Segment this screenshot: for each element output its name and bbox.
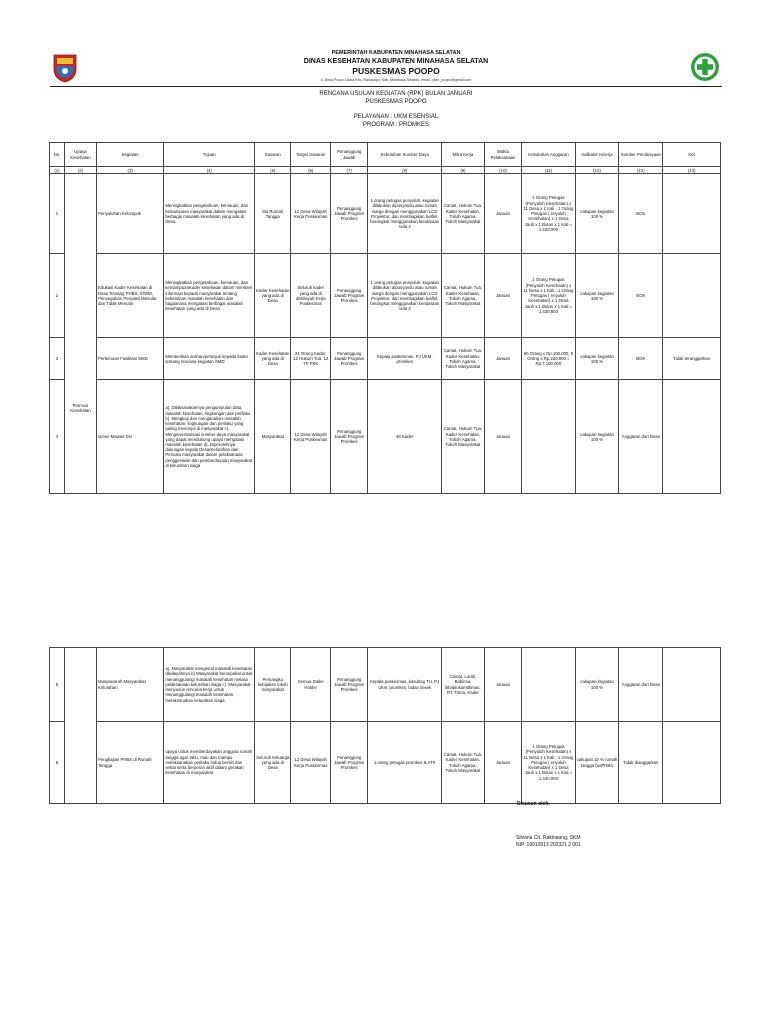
- table-header-row: [50, 143, 721, 167]
- pembiayaan: BOK: [619, 254, 663, 338]
- sasaran: Ibu Rumah Tangga: [255, 174, 291, 254]
- column-number: (8): [368, 167, 442, 174]
- pembiayaan: Anggaran dari Desa: [619, 648, 663, 722]
- table-row: [50, 338, 721, 380]
- tujuan: Meningkatkan pengetahuan, kemauan, dan kemampuan masyarakat dalam mengatasi berbagai masalah kesehatan yang ada di Desa: [164, 174, 255, 254]
- target-sasaran: 12 Desa Wilayah Kerja Puskesmas: [291, 380, 331, 494]
- anggaran: 1 Orang Petugas (Penyuluh Kesehatan) x 11 Desa x 1 Kali , 1 Orang Petugas ( enyuluh Kesehatan) x 1 Desa Jauh x 1 Bulan x 1 Kali = 1.420.000: [522, 254, 575, 338]
- tujuan: Memberikan arahan/petunjuk kepada kader tentang rencana kegiatan SMD: [164, 338, 255, 380]
- indikator: cakupan 10 % rumah tangga berPHBS: [575, 722, 619, 804]
- waktu: Januari: [484, 380, 521, 494]
- column-number: (6): [291, 167, 331, 174]
- upaya-kesehatan-empty: [64, 648, 96, 804]
- sumber-daya: Kepala puskesmas, PJ UKM, promkes: [368, 338, 442, 380]
- rpk-table-page1: [49, 142, 721, 494]
- header-cell: Sasaran: [255, 143, 291, 167]
- waktu: Januari: [484, 254, 521, 338]
- header-cell: Tujuan: [164, 143, 255, 167]
- waktu: Januari: [484, 648, 521, 722]
- row-no: 1: [50, 174, 65, 254]
- penanggung-jawab: Penanggung Jawab Program Promkes: [330, 722, 367, 804]
- letterhead-government: PEMERINTAH KABUPATEN MINAHASA SELATAN: [331, 50, 461, 56]
- mitra-kerja: Camat, Hukum Tua, Kader Kesehatan, Tokoh Agama, Tokoh Masyarakat: [442, 380, 485, 494]
- sasaran: Kader Kesehatan yang ada di Desa: [255, 254, 291, 338]
- table-row: [50, 648, 721, 722]
- penanggung-jawab: Penanggung Jawab Program Promkes: [330, 380, 367, 494]
- column-number: (9): [442, 167, 485, 174]
- anggaran: 60 Orang x Rp.100.000, 5 Orang x Rp.220.000 = Rp.7.100.000: [522, 338, 575, 380]
- signature-nip: NIP. 19910913 202321 2 001: [516, 842, 581, 848]
- ket: Tidak teranggarkan: [663, 338, 721, 380]
- penanggung-jawab: Penanggung Jawab Program Promkes: [330, 338, 367, 380]
- header-cell: Penanggung Jawab: [330, 143, 367, 167]
- sasaran: Kader Kesehatan yang ada di Desa: [255, 338, 291, 380]
- column-number: (11): [522, 167, 575, 174]
- table-row: [50, 174, 721, 254]
- title-puskesmas: PUSKESMAS POOPO: [365, 98, 427, 105]
- puskesmas-logo-icon: [690, 52, 720, 82]
- ket: [663, 174, 721, 254]
- sumber-daya: 1 orang petugas penyuluh, kegiatan dilakukan dipusyandu atau rumah warga dengan menggunakan LCD Proyektor, dan membagikan leaflet, berangkat menggunakan kendaraan roda 2: [368, 174, 442, 254]
- indikator: cakupan kegiatan 100 %: [575, 254, 619, 338]
- ket: [663, 648, 721, 722]
- mitra-kerja: Camat, Hukum Tua, Kader Kesehatan, Tokoh Agama, Tokoh Masyarakat: [442, 174, 485, 254]
- kegiatan: Musyawarah Masyarakat Kelurahan: [97, 648, 164, 722]
- penanggung-jawab: Penanggung Jawab Program Promkes: [330, 174, 367, 254]
- mitra-kerja: Camat, Hukum Tua, Kader Kesehatan, Tokoh Agama, Tokoh Masyarakat: [442, 254, 485, 338]
- target-sasaran: 12 Desa Wilayah Kerja Puskesmas: [291, 722, 331, 804]
- column-number: (5): [255, 167, 291, 174]
- indikator: cakupan kegiatan 100 %: [575, 380, 619, 494]
- column-number: (10): [484, 167, 521, 174]
- column-number: (1): [50, 167, 65, 174]
- indikator: cakupan kegiatan 100 %: [575, 648, 619, 722]
- target-sasaran: Semua Stake Holder: [291, 648, 331, 722]
- title-program: PROGRAM : PROMKES: [362, 121, 429, 128]
- column-number: (4): [164, 167, 255, 174]
- row-no: 5: [50, 648, 65, 722]
- header-cell: Waktu Pelaksanaan: [484, 143, 521, 167]
- tujuan: a). Dilaksanakannya pengumpulan data, masalah kesehatan, lingkungan dan perilaku b). Mengkaji dan menganalisis masalah kesehatan, lingkungan dan perilaku yang paling menonjol di masyarakat c). Menginventarisasi sumber daya masyarakat yang dapat mendukung upaya mengatasi masalah kesehatan d). Diperolehnya dukungan kepala Desa/Kelurahan dan Pemuka masyarakat dalam pelaksanaan penggerakan dan pemberdayaan masyarakat di kelurahan siaga: [164, 380, 255, 494]
- column-number: (12): [575, 167, 619, 174]
- pembiayaan: BOK: [619, 338, 663, 380]
- sumber-daya: Kepala puskesmas, kasubag TU, PJ Ukm, promkes, bidan linsek: [368, 648, 442, 722]
- header-cell: No.: [50, 143, 65, 167]
- header-cell: Kegiatan: [97, 143, 164, 167]
- letterhead-puskesmas: PUSKESMAS POOPO: [352, 66, 440, 76]
- kegiatan: survei Mawas Diri: [97, 380, 164, 494]
- header-cell: Ket: [663, 143, 721, 167]
- program-subtitle: [200, 114, 592, 129]
- letterhead: [200, 50, 592, 84]
- mitra-kerja: Camat, Hukum Tua, Kader Kesehatan, Tokoh Agama, Tokoh Masyarakat: [442, 338, 485, 380]
- anggaran: 1 Orang Petugas (Penyuluh Kesehatan) x 11 Desa x 1 Kali , 1 Orang Petugas ( enyuluh Kesehatan) x 1 Desa Jauh x 1 Bulan x 1 Kali = 1.420.000: [522, 174, 575, 254]
- letterhead-address: 4. Desa Poopo Utara Kec. Ranoyapo, Kab. Minahasa Selatan, email : pkm_poopo@gmail.com: [320, 78, 472, 82]
- row-no: 6: [50, 722, 65, 804]
- kegiatan: Edukasi Kader Kesehatan di Desa Tentang PHBS, STBM, Pencegahan Penyakit Menular dan Tidak Menular: [97, 254, 164, 338]
- column-number: (13): [619, 167, 663, 174]
- pembiayaan: BOK: [619, 174, 663, 254]
- document-title: [200, 91, 592, 106]
- row-no: 2: [50, 254, 65, 338]
- sumber-daya: 48 Kader: [368, 380, 442, 494]
- target-sasaran: 12 Desa Wilayah Kerja Puskesmas: [291, 174, 331, 254]
- column-number: (14): [663, 167, 721, 174]
- sasaran: Seluruh Keluarga yang ada di Desa: [255, 722, 291, 804]
- target-sasaran: 24 Orang Kader, 12 Hukum Tua, 12 TP PKK: [291, 338, 331, 380]
- kegiatan: Pertemuan Fasilitasi SMD: [97, 338, 164, 380]
- header-cell: Target Sasaran: [291, 143, 331, 167]
- waktu: Januari: [484, 722, 521, 804]
- letterhead-department: DINAS KESEHATAN KABUPATEN MINAHASA SELATAN: [303, 58, 489, 65]
- tujuan: a). Masyarakat mengenal masalah kesehatan diwilayahnya b) Masyarakat bersepakat untuk menanggulangi masalah kesehatan melalui pelaksanaan kelurahan siaga c). Masyarakat menyusun rencana kerja untuk menanggulangi masalah kesehatan, melaksanakan kelurahan siaga: [164, 648, 255, 722]
- indikator: cakupan kegiatan 100 %: [575, 338, 619, 380]
- signature-name: Silvana Ch. Rakinaung, SKM: [516, 835, 581, 841]
- pembiayaan: Tidak dianggarkan: [619, 722, 663, 804]
- mitra-kerja: Camat, Lurah, Babinsa, Bhabinkamtibmas, RT, Toma, Kader: [442, 648, 485, 722]
- header-cell: Sumber Pembiayaan: [619, 143, 663, 167]
- title-rencana: RENCANA USULAN KEGIATAN (RPK) BULAN JANUARI: [319, 91, 473, 97]
- rpk-table-page2: [49, 647, 721, 804]
- header-cell: Mitra Kerja: [442, 143, 485, 167]
- row-no: 4: [50, 380, 65, 494]
- table-row: [50, 722, 721, 804]
- column-number: (7): [330, 167, 367, 174]
- sumber-daya: 1 orang petugas promkes & ATK: [368, 722, 442, 804]
- penanggung-jawab: Penanggung Jawab Program Promkes: [330, 648, 367, 722]
- waktu: Januari: [484, 338, 521, 380]
- column-number: (3): [97, 167, 164, 174]
- letterhead-divider: [50, 86, 722, 87]
- table-row: [50, 254, 721, 338]
- anggaran: [522, 648, 575, 722]
- table-row: [50, 380, 721, 494]
- header-cell: Kebutuhan Anggaran: [522, 143, 575, 167]
- row-no: 3: [50, 338, 65, 380]
- tujuan: upaya untuk memberdayakan anggota rumah tangga agar tahu, mau dan mampu melaksanakan perilaku hidup bersih dan sehat serta berperan aktif dalam gerakan kesehatan di masyarakat: [164, 722, 255, 804]
- ket: [663, 722, 721, 804]
- ket: [663, 254, 721, 338]
- anggaran: 1 Orang Petugas (Penyuluh Kesehatan) x 11 Desa x 1 Kali , 1 Orang Petugas ( enyuluh Kesehatan) x 1 Desa Jauh x 1 Bulan x 1 Kali = 1.420.000: [522, 722, 575, 804]
- ket: [663, 380, 721, 494]
- sasaran: Masyarakat: [255, 380, 291, 494]
- indikator: cakupan kegiatan 100 %: [575, 174, 619, 254]
- table-number-row: [50, 167, 721, 174]
- header-cell: Indikator Kinerja: [575, 143, 619, 167]
- signature-prepared-by: Disusun oleh,: [517, 801, 550, 807]
- kegiatan: Penyuluhan Kelompok: [97, 174, 164, 254]
- anggaran: [522, 380, 575, 494]
- regency-emblem-icon: [52, 53, 78, 83]
- header-cell: Upaya Kesehatan: [64, 143, 96, 167]
- title-pelayanan: PELAYANAN : UKM ESENSIAL: [353, 114, 439, 120]
- kegiatan: Pengkajian PHBS di Rumah Tangga: [97, 722, 164, 804]
- pembiayaan: Anggaran dari Desa: [619, 380, 663, 494]
- waktu: Januari: [484, 174, 521, 254]
- target-sasaran: Seluruh kader yang ada di diWilayah Kerja Puskesmas: [291, 254, 331, 338]
- column-number: (2): [64, 167, 96, 174]
- upaya-kesehatan: Promosi Kesehatan: [64, 174, 96, 494]
- mitra-kerja: Camat, Hukum Tua, Kader Kesehatan, Tokoh Agama, Tokoh Masyarakat: [442, 722, 485, 804]
- penanggung-jawab: Penanggung Jawab Program Promkes: [330, 254, 367, 338]
- header-cell: Kebutuhan Sumber Daya: [368, 143, 442, 167]
- sasaran: Pemangku kebijakan tokoh masyarakat: [255, 648, 291, 722]
- tujuan: Meningkatkan pengetahuan, kemauan, dan kemampuanKader kesehatan dalam memberi informasi kepada masyarakat tentang kebersihan masalah kesehatan dan bagaimana mengatasi berbagai masalah kesehatan yang ada di Desa: [164, 254, 255, 338]
- sumber-daya: 1 orang petugas penyuluh, kegiatan dilakukan dipusyandu atau rumah warga dengan menggunakan LCD Proyektor, dan membagikan leaflet, berangkat menggunakan kendaraan roda 2: [368, 254, 442, 338]
